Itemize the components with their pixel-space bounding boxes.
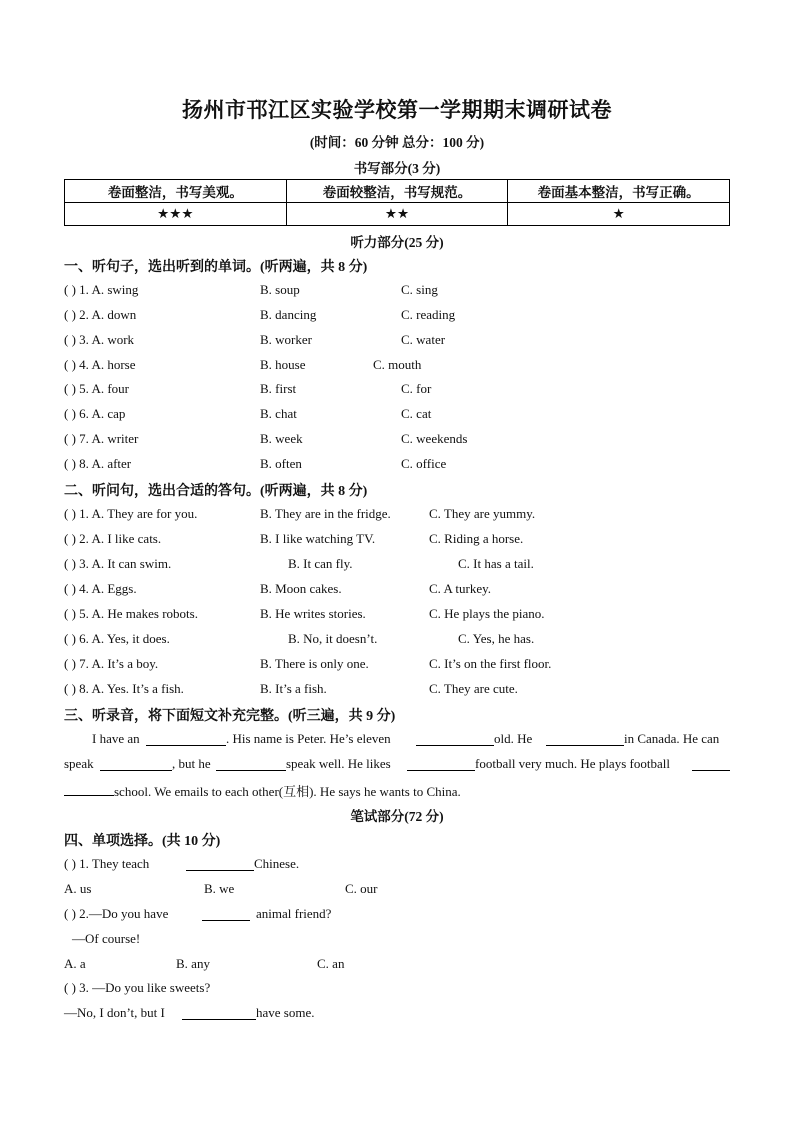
cloze-line-1 — [64, 731, 730, 749]
cloze-blank[interactable] — [692, 758, 730, 771]
writing-criteria-3: 卷面基本整洁，书写正确。 — [508, 180, 730, 203]
question-option-b: B. They are in the fridge. — [260, 506, 391, 521]
cloze-blank[interactable] — [416, 733, 494, 746]
section2-heading: 二、听问句，选出合适的答句。(听两遍，共 8 分) — [64, 484, 368, 499]
question-option-c: C. our — [345, 881, 378, 896]
question-reply-text: have some. — [256, 1005, 315, 1020]
question-option-b: B. It’s a fish. — [260, 681, 327, 696]
writing-stars-1: ★★★ — [65, 203, 287, 226]
question-option-c: C. water — [401, 332, 446, 347]
question-option-c: C. Yes, he has. — [458, 631, 535, 646]
question-option-c: C. for — [401, 381, 432, 396]
question-option-b: B. any — [176, 956, 210, 971]
cloze-blank[interactable] — [64, 783, 114, 796]
answer-blank[interactable] — [182, 1007, 256, 1020]
question-option-b: B. week — [260, 431, 303, 446]
question-option-a: ( ) 3. A. work — [64, 332, 135, 347]
section3-heading: 三、听录音，将下面短文补充完整。(听三遍，共 9 分) — [64, 709, 396, 724]
question-option-a: ( ) 5. A. He makes robots. — [64, 606, 198, 621]
question-option-c: C. sing — [401, 282, 438, 297]
cloze-text: old. He — [494, 731, 533, 746]
cloze-text: speak — [64, 756, 94, 771]
question-stem-text: Chinese. — [254, 856, 300, 871]
question-option-a: ( ) 5. A. four — [64, 381, 129, 396]
section1-heading: 一、听句子，选出听到的单词。(听两遍，共 8 分) — [64, 260, 368, 275]
cloze-text: school. We emails to each other(互相). He says he wants to China. — [114, 784, 461, 799]
cloze-text: I have an — [92, 731, 140, 746]
question-option-c: C. They are cute. — [429, 681, 518, 696]
question-stem-text: animal friend? — [256, 906, 332, 921]
question-option-b: B. There is only one. — [260, 656, 369, 671]
question-option-c: C. It has a tail. — [458, 556, 534, 571]
question-stem-text: ( ) 1. They teach — [64, 856, 150, 871]
question-option-a: ( ) 8. A. Yes. It’s a fish. — [64, 681, 184, 696]
written-heading: 笔试部分(72 分) — [350, 809, 444, 824]
question-option-a: ( ) 7. A. It’s a boy. — [64, 656, 159, 671]
question-option-c: C. It’s on the first floor. — [429, 656, 552, 671]
cloze-line-2 — [64, 756, 730, 774]
writing-heading: 书写部分(3 分) — [353, 161, 441, 176]
writing-stars-3: ★ — [508, 203, 730, 226]
question-option-a: ( ) 2. A. down — [64, 307, 137, 322]
question-option-b: B. house — [260, 357, 306, 372]
question-option-a: ( ) 8. A. after — [64, 456, 132, 471]
question-option-c: C. cat — [401, 406, 432, 421]
question-option-c: C. They are yummy. — [429, 506, 536, 521]
cloze-text: in Canada. He can — [624, 731, 720, 746]
question-option-c: C. He plays the piano. — [429, 606, 545, 621]
answer-blank[interactable] — [186, 858, 254, 871]
cloze-blank[interactable] — [546, 733, 624, 746]
writing-criteria-1: 卷面整洁，书写美观。 — [65, 180, 287, 203]
cloze-blank[interactable] — [216, 758, 286, 771]
listening-heading: 听力部分(25 分) — [350, 235, 444, 250]
cloze-text: football very much. He plays football — [475, 756, 670, 771]
question-stem-text: ( ) 2.—Do you have — [64, 906, 169, 921]
question-option-b: B. worker — [260, 332, 312, 347]
question-option-a: ( ) 1. A. They are for you. — [64, 506, 198, 521]
cloze-blank[interactable] — [407, 758, 475, 771]
writing-criteria-2: 卷面较整洁，书写规范。 — [286, 180, 508, 203]
cloze-blank[interactable] — [100, 758, 172, 771]
question-option-b: B. Moon cakes. — [260, 581, 342, 596]
question-option-a: A. a — [64, 956, 86, 971]
cloze-text: speak well. He likes — [286, 756, 391, 771]
question-option-a: ( ) 7. A. writer — [64, 431, 139, 446]
question-option-a: ( ) 2. A. I like cats. — [64, 531, 162, 546]
question-option-a: ( ) 3. A. It can swim. — [64, 556, 172, 571]
question-option-c: C. office — [401, 456, 447, 471]
answer-blank[interactable] — [202, 908, 250, 921]
question-option-b: B. we — [204, 881, 235, 896]
question-option-c: C. mouth — [373, 357, 422, 372]
question-stem-text: ( ) 3. —Do you like sweets? — [64, 980, 211, 995]
exam-time-score: (时间：60 分钟 总分：100 分) — [309, 135, 485, 150]
question-option-a: ( ) 6. A. Yes, it does. — [64, 631, 170, 646]
exam-title: 扬州市邗江区实验学校第一学期期末调研试卷 — [182, 97, 612, 122]
question-option-b: B. I like watching TV. — [260, 531, 376, 546]
question-option-a: A. us — [64, 881, 92, 896]
cloze-text: , but he — [172, 756, 211, 771]
question-option-a: ( ) 6. A. cap — [64, 406, 126, 421]
question-reply-text: —No, I don’t, but I — [64, 1005, 165, 1020]
question-option-b: B. chat — [260, 406, 297, 421]
question-option-a: ( ) 1. A. swing — [64, 282, 139, 297]
question-option-c: C. reading — [401, 307, 456, 322]
cloze-text: . His name is Peter. He’s eleven — [226, 731, 391, 746]
question-option-b: B. often — [260, 456, 302, 471]
writing-stars-2: ★★ — [286, 203, 508, 226]
question-option-b: B. No, it doesn’t. — [288, 631, 378, 646]
question-option-b: B. first — [260, 381, 297, 396]
question-reply-text: —Of course! — [72, 931, 141, 946]
question-option-b: B. soup — [260, 282, 300, 297]
writing-score-table — [64, 179, 730, 226]
question-option-c: C. A turkey. — [429, 581, 491, 596]
question-option-c: C. an — [317, 956, 345, 971]
question-option-a: ( ) 4. A. Eggs. — [64, 581, 137, 596]
question-option-b: B. He writes stories. — [260, 606, 366, 621]
question-option-c: C. Riding a horse. — [429, 531, 524, 546]
question-option-b: B. It can fly. — [288, 556, 353, 571]
cloze-blank[interactable] — [146, 733, 226, 746]
question-option-b: B. dancing — [260, 307, 317, 322]
question-option-a: ( ) 4. A. horse — [64, 357, 136, 372]
question-option-c: C. weekends — [401, 431, 468, 446]
section4-heading: 四、单项选择。(共 10 分) — [64, 834, 221, 849]
cloze-line-3 — [64, 781, 730, 799]
